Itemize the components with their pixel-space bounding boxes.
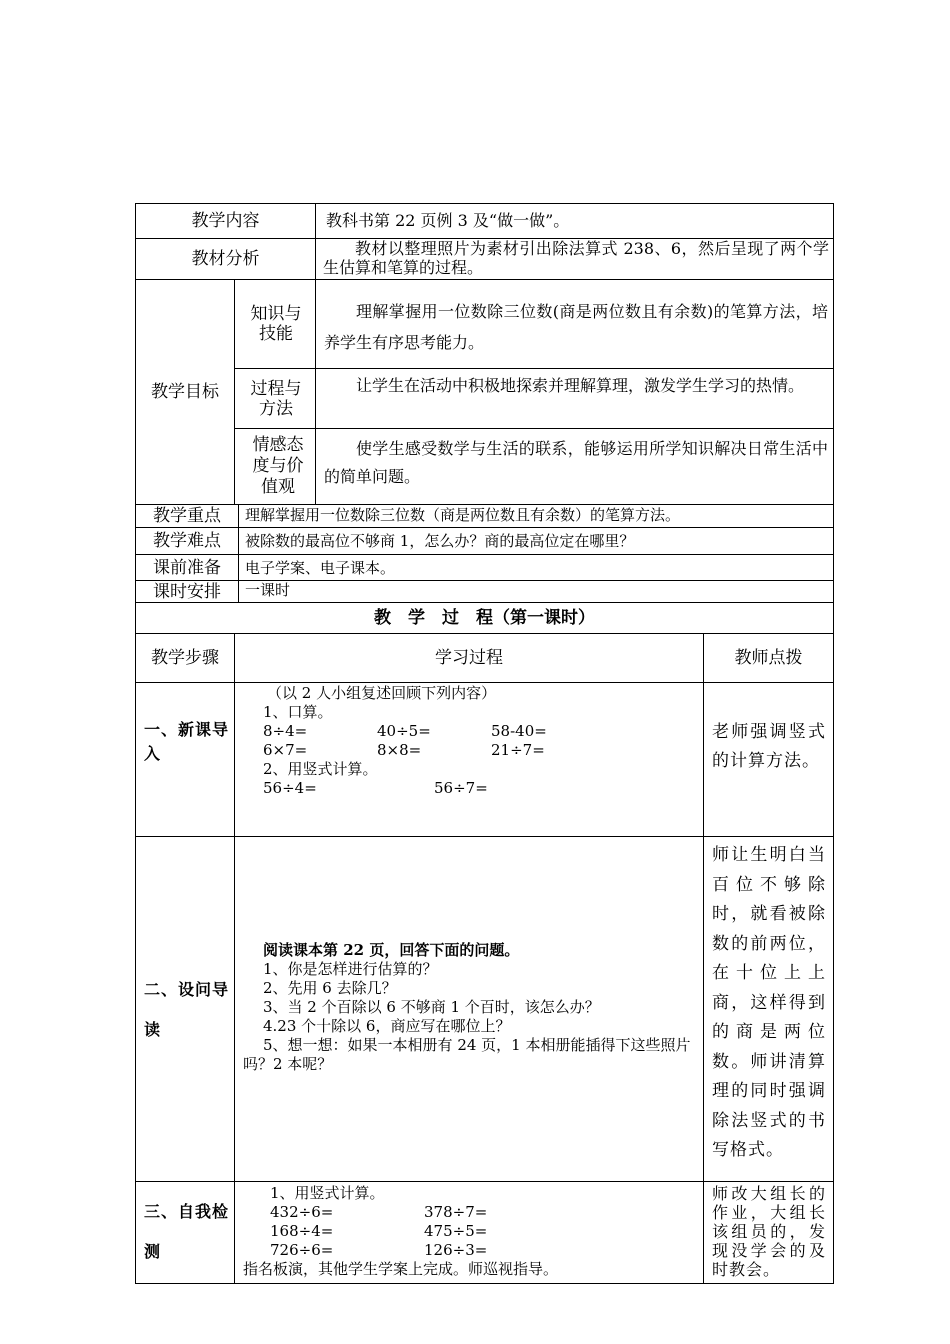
header-step: 教学步骤 — [151, 648, 219, 668]
col-divider — [703, 633, 704, 1283]
vertical-expr: 56÷7= — [434, 779, 488, 797]
row-divider — [135, 682, 833, 683]
step1-item2: 2、用竖式计算。 — [263, 760, 378, 778]
col-divider — [234, 279, 235, 504]
vertical-expr: 56÷4= — [263, 779, 317, 797]
exercise-expr: 726÷6= — [270, 1241, 334, 1259]
row-divider — [135, 1181, 833, 1182]
step2-content — [243, 941, 698, 1074]
step1-teacher-note: 老师强调竖式的计算方法。 — [712, 722, 826, 771]
content-label: 教学内容 — [191, 211, 260, 231]
step1-content — [243, 684, 698, 798]
exercise-expr: 475÷5= — [424, 1222, 488, 1240]
schedule-value: 一课时 — [245, 581, 291, 599]
col-divider — [234, 633, 235, 1283]
oral-expr: 21÷7= — [491, 741, 545, 759]
oral-expr: 6×7= — [263, 741, 308, 759]
step3-teacher-note: 师改大组长的作业，大组长该组员的，发现没学会的及时教会。 — [712, 1184, 826, 1279]
exercise-row — [243, 1222, 698, 1241]
col-divider — [315, 203, 316, 279]
difficulty-value: 被除数的最高位不够商 1，怎么办？商的最高位定在哪里？ — [245, 532, 635, 550]
header-learning: 学习过程 — [435, 648, 503, 668]
preparation-label: 课前准备 — [153, 557, 221, 578]
header-teacher: 教师点拨 — [734, 648, 803, 668]
question-item: 3、当 2 个百除以 6 不够商 1 个百时，该怎么办？ — [263, 998, 600, 1016]
step3-name: 三、自我检测 — [144, 1202, 228, 1261]
exercise-expr: 126÷3= — [424, 1241, 488, 1259]
step2-teacher-note: 师让生明白当百位不够除时，就看被除数的前两位，在十位上上商，这样得到的商是两位数。师讲清算理的同时强调除法竖式的书写格式。 — [712, 845, 826, 1160]
exercise-row — [243, 1203, 698, 1222]
oral-expr: 58-40= — [491, 722, 547, 740]
objectives-label: 教学目标 — [151, 382, 219, 402]
question-item: 5、想一想：如果一本相册有 24 页，1 本相册能插得下这些照片吗？2 本呢？ — [243, 1036, 691, 1073]
objective-name-process: 过程与方法 — [250, 378, 302, 419]
vertical-row — [243, 779, 698, 798]
row-divider — [135, 527, 833, 528]
objective-name-emotion: 情感态度与价值观 — [252, 435, 304, 497]
step2-name: 二、设问导读 — [144, 980, 228, 1039]
col-divider — [315, 279, 316, 504]
oral-expr: 8×8= — [377, 741, 422, 759]
key-point-label: 教学重点 — [153, 506, 221, 526]
row-divider — [234, 368, 833, 369]
exercise-expr: 432÷6= — [270, 1203, 334, 1221]
analysis-value: 教材以整理照片为素材引出除法算式 238、6，然后呈现了两个学生估算和笔算的过程。 — [323, 239, 829, 277]
process-title: 教 学 过 程（第一课时） — [374, 608, 595, 628]
step3-content — [243, 1184, 698, 1279]
step2-heading: 阅读课本第 22 页，回答下面的问题。 — [263, 941, 520, 959]
table-border — [833, 203, 834, 1284]
question-item: 1、你是怎样进行估算的？ — [263, 960, 438, 978]
oral-expr: 8÷4= — [263, 722, 308, 740]
oral-row — [243, 722, 698, 741]
table-border — [135, 1283, 833, 1284]
row-divider — [135, 279, 833, 280]
step3-item1: 1、用竖式计算。 — [270, 1184, 385, 1202]
content-value: 教科书第 22 页例 3 及“做一做”。 — [326, 211, 570, 230]
analysis-label: 教材分析 — [191, 249, 260, 269]
step1-item1: 1、口算。 — [263, 703, 333, 721]
objective-text-emotion: 使学生感受数学与生活的联系，能够运用所学知识解决日常生活中的简单问题。 — [324, 439, 828, 486]
col-divider — [238, 504, 239, 602]
difficulty-label: 教学难点 — [153, 531, 221, 551]
oral-row — [243, 741, 698, 760]
exercise-expr: 168÷4= — [270, 1222, 334, 1240]
objective-text-process: 让学生在活动中积极地探索并理解算理，激发学生学习的热情。 — [356, 376, 805, 395]
objective-text-knowledge: 理解掌握用一位数除三位数(商是两位数且有余数)的笔算方法，培养学生有序思考能力。 — [324, 302, 828, 352]
objective-name-knowledge: 知识与技能 — [250, 304, 302, 344]
step1-name: 一、新课导入 — [144, 720, 228, 763]
oral-expr: 40÷5= — [377, 722, 431, 740]
key-point-value: 理解掌握用一位数除三位数（商是两位数且有余数）的笔算方法。 — [245, 506, 681, 524]
exercise-row — [243, 1241, 698, 1260]
row-divider — [135, 554, 833, 555]
row-divider — [135, 836, 833, 837]
schedule-label: 课时安排 — [153, 581, 221, 602]
exercise-expr: 378÷7= — [424, 1203, 488, 1221]
step3-note: 指名板演，其他学生学案上完成。师巡视指导。 — [243, 1260, 559, 1278]
question-item: 2、先用 6 去除几？ — [263, 979, 397, 997]
question-item: 4.23 个十除以 6，商应写在哪位上？ — [263, 1017, 511, 1035]
step1-intro: （以 2 人小组复述回顾下列内容） — [267, 684, 497, 702]
row-divider — [135, 504, 833, 505]
row-divider — [234, 428, 833, 429]
preparation-value: 电子学案、电子课本。 — [245, 559, 396, 577]
